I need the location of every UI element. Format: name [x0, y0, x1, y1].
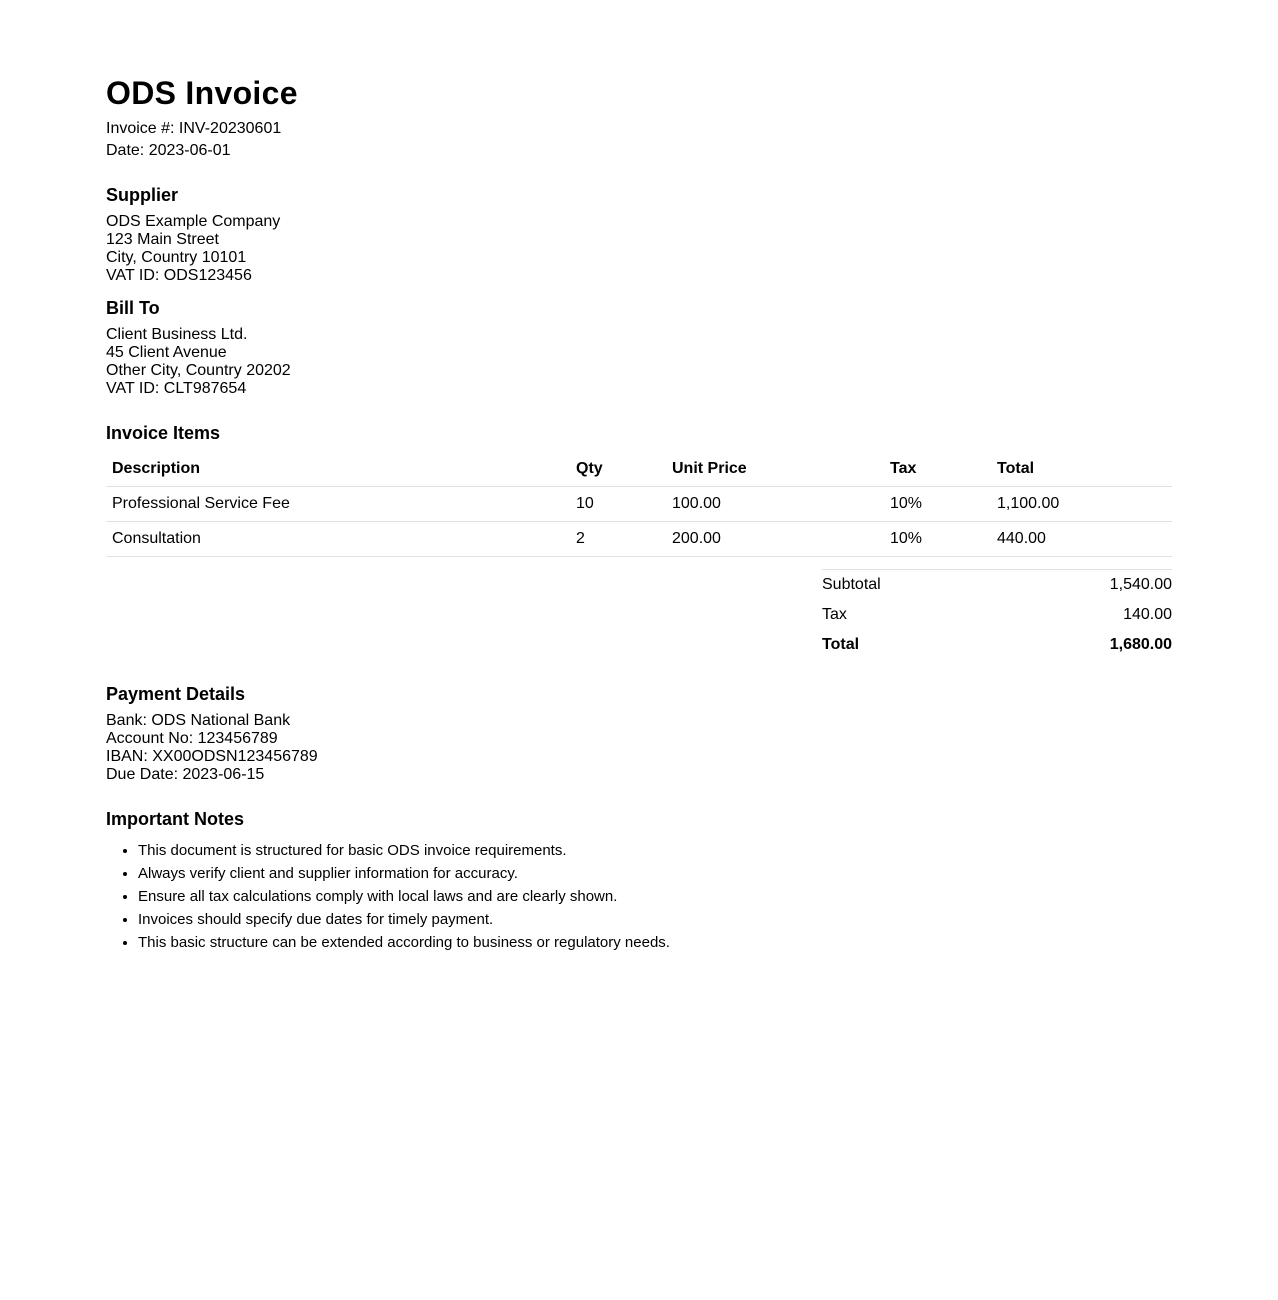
- item-qty: 10: [570, 487, 666, 522]
- totals-summary: [822, 569, 1172, 660]
- invoice-title: ODS Invoice: [106, 75, 298, 111]
- list-item: • Invoices should specify due dates for timely payment.: [138, 908, 670, 931]
- column-header-description: Description: [106, 451, 570, 487]
- column-header-qty: Qty: [570, 451, 666, 487]
- table-header-row: [106, 451, 1172, 487]
- item-unit-price: 100.00: [666, 487, 884, 522]
- bill-to-line: Client Business Ltd.: [106, 326, 248, 343]
- total-row: [822, 630, 1172, 660]
- important-notes-heading: Important Notes: [106, 809, 245, 829]
- list-item: • This document is structured for basic ODS invoice requirements.: [138, 839, 670, 862]
- supplier-line: City, Country 10101: [106, 249, 247, 266]
- item-description: Consultation: [106, 522, 570, 557]
- invoice-items-table: [106, 451, 1172, 557]
- supplier-address: [106, 213, 280, 285]
- bill-to-address: [106, 326, 291, 398]
- payment-line: Due Date: 2023-06-15: [106, 766, 265, 783]
- supplier-line: 123 Main Street: [106, 231, 219, 248]
- payment-details: [106, 712, 318, 784]
- bill-to-line: VAT ID: CLT987654: [106, 380, 247, 397]
- total-label: Total: [822, 636, 860, 653]
- tax-label: Tax: [822, 606, 847, 623]
- tax-row: [822, 600, 1172, 630]
- item-total: 1,100.00: [991, 487, 1172, 522]
- table-row: [106, 487, 1172, 522]
- payment-line: Account No: 123456789: [106, 730, 278, 747]
- notes-list: [106, 839, 670, 954]
- table-row: [106, 522, 1172, 557]
- column-header-unit-price: Unit Price: [666, 451, 884, 487]
- item-unit-price: 200.00: [666, 522, 884, 557]
- payment-details-heading: Payment Details: [106, 684, 246, 704]
- invoice-number: Invoice #: INV-20230601: [106, 120, 282, 137]
- subtotal-value: 1,540.00: [1109, 576, 1172, 593]
- payment-line: Bank: ODS National Bank: [106, 712, 291, 729]
- bill-to-heading: Bill To: [106, 298, 160, 318]
- list-item: • Ensure all tax calculations comply with local laws and are clearly shown.: [138, 885, 670, 908]
- list-item: • Always verify client and supplier information for accuracy.: [138, 862, 670, 885]
- subtotal-row: [822, 570, 1172, 600]
- payment-line: IBAN: XX00ODSN123456789: [106, 748, 318, 765]
- tax-value: 140.00: [1123, 606, 1172, 623]
- subtotal-label: Subtotal: [822, 576, 881, 593]
- bill-to-line: Other City, Country 20202: [106, 362, 291, 379]
- supplier-heading: Supplier: [106, 185, 179, 205]
- bill-to-line: 45 Client Avenue: [106, 344, 227, 361]
- invoice-items-heading: Invoice Items: [106, 423, 221, 443]
- item-tax: 10%: [884, 487, 991, 522]
- item-tax: 10%: [884, 522, 991, 557]
- column-header-tax: Tax: [884, 451, 991, 487]
- invoice-date: Date: 2023-06-01: [106, 142, 231, 159]
- supplier-line: ODS Example Company: [106, 213, 281, 230]
- item-total: 440.00: [991, 522, 1172, 557]
- list-item: • This basic structure can be extended according to business or regulatory needs.: [138, 931, 670, 954]
- total-value: 1,680.00: [1109, 636, 1172, 653]
- column-header-total: Total: [991, 451, 1172, 487]
- item-description: Professional Service Fee: [106, 487, 570, 522]
- supplier-line: VAT ID: ODS123456: [106, 267, 252, 284]
- item-qty: 2: [570, 522, 666, 557]
